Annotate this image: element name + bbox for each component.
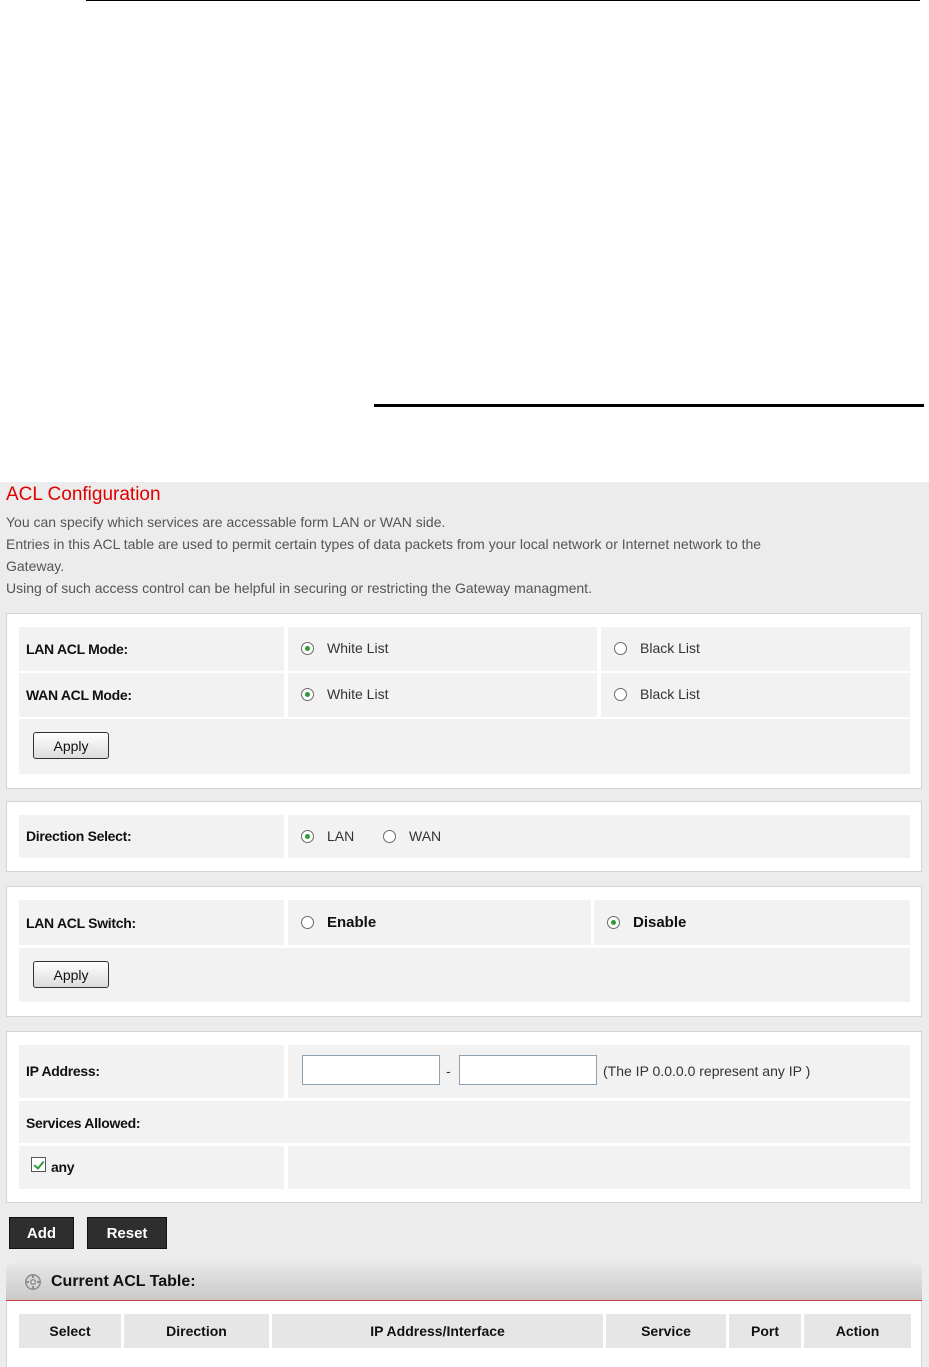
switch-enable-radio[interactable] [301, 914, 376, 931]
lan-white-list-radio[interactable] [301, 640, 388, 656]
acl-mode-apply-button[interactable]: Apply [33, 732, 109, 759]
column-header-ip-address: IP Address/Interface [272, 1314, 603, 1348]
current-acl-table-title: Current ACL Table: [51, 1273, 196, 1290]
description-line-3: Gateway. [6, 558, 65, 574]
ip-range-separator: - [446, 1063, 451, 1079]
column-header-direction: Direction [124, 1314, 269, 1348]
ip-address-label: IP Address: [26, 1063, 100, 1079]
gear-icon [23, 1272, 43, 1292]
ip-start-input[interactable] [302, 1055, 440, 1085]
current-acl-table-header [6, 1263, 922, 1301]
radio-unselected-icon[interactable] [614, 688, 627, 701]
description-line-4: Using of such access control can be helpful in securing or restricting the Gateway managment. [6, 580, 592, 596]
radio-unselected-icon[interactable] [614, 642, 627, 655]
wan-black-list-radio[interactable] [614, 686, 700, 702]
services-allowed-label: Services Allowed: [26, 1115, 141, 1131]
wan-white-list-radio[interactable] [301, 686, 388, 702]
page-title: ACL Configuration [6, 484, 161, 505]
lan-white-list-label: White List [327, 640, 389, 656]
radio-unselected-icon[interactable] [383, 830, 396, 843]
direction-wan-label: WAN [409, 828, 442, 844]
switch-apply-button[interactable]: Apply [33, 961, 109, 988]
description-line-1: You can specify which services are accessable form LAN or WAN side. [6, 514, 446, 530]
top-divider-line [86, 0, 920, 1]
switch-disable-label: Disable [633, 914, 687, 931]
radio-unselected-icon[interactable] [301, 916, 314, 929]
any-service-empty-cell [288, 1146, 910, 1189]
radio-selected-icon[interactable] [301, 688, 314, 701]
any-service-checkbox[interactable] [31, 1157, 46, 1172]
direction-lan-radio[interactable] [301, 828, 354, 844]
switch-apply-row [19, 948, 910, 1002]
column-header-select: Select [19, 1314, 121, 1348]
lan-black-list-radio[interactable] [614, 640, 700, 656]
services-label-cell [19, 1101, 910, 1143]
mid-divider-line [374, 404, 924, 407]
wan-acl-mode-label: WAN ACL Mode: [26, 687, 132, 703]
lan-acl-switch-label: LAN ACL Switch: [26, 915, 136, 931]
direction-select-label: Direction Select: [26, 828, 132, 844]
add-button[interactable]: Add [9, 1217, 74, 1249]
lan-black-list-label: Black List [640, 640, 700, 656]
ip-end-input[interactable] [459, 1055, 597, 1085]
direction-wan-radio[interactable] [383, 828, 441, 844]
radio-selected-icon[interactable] [607, 916, 620, 929]
switch-disable-radio[interactable] [607, 914, 686, 931]
acl-mode-apply-row [19, 719, 910, 774]
radio-selected-icon[interactable] [301, 642, 314, 655]
column-header-action: Action [804, 1314, 911, 1348]
radio-selected-icon[interactable] [301, 830, 314, 843]
column-header-port: Port [729, 1314, 801, 1348]
direction-options-cell [288, 815, 910, 858]
direction-lan-label: LAN [327, 828, 355, 844]
reset-button[interactable]: Reset [87, 1217, 167, 1249]
column-header-service: Service [606, 1314, 726, 1348]
ip-hint-text: (The IP 0.0.0.0 represent any IP ) [603, 1063, 811, 1079]
lan-acl-mode-label: LAN ACL Mode: [26, 641, 128, 657]
description-line-2: Entries in this ACL table are used to permit certain types of data packets from your local network or Internet network to the [6, 536, 762, 552]
wan-black-list-label: Black List [640, 686, 700, 702]
switch-enable-label: Enable [327, 914, 377, 931]
any-service-label: any [51, 1159, 75, 1175]
wan-white-list-label: White List [327, 686, 389, 702]
